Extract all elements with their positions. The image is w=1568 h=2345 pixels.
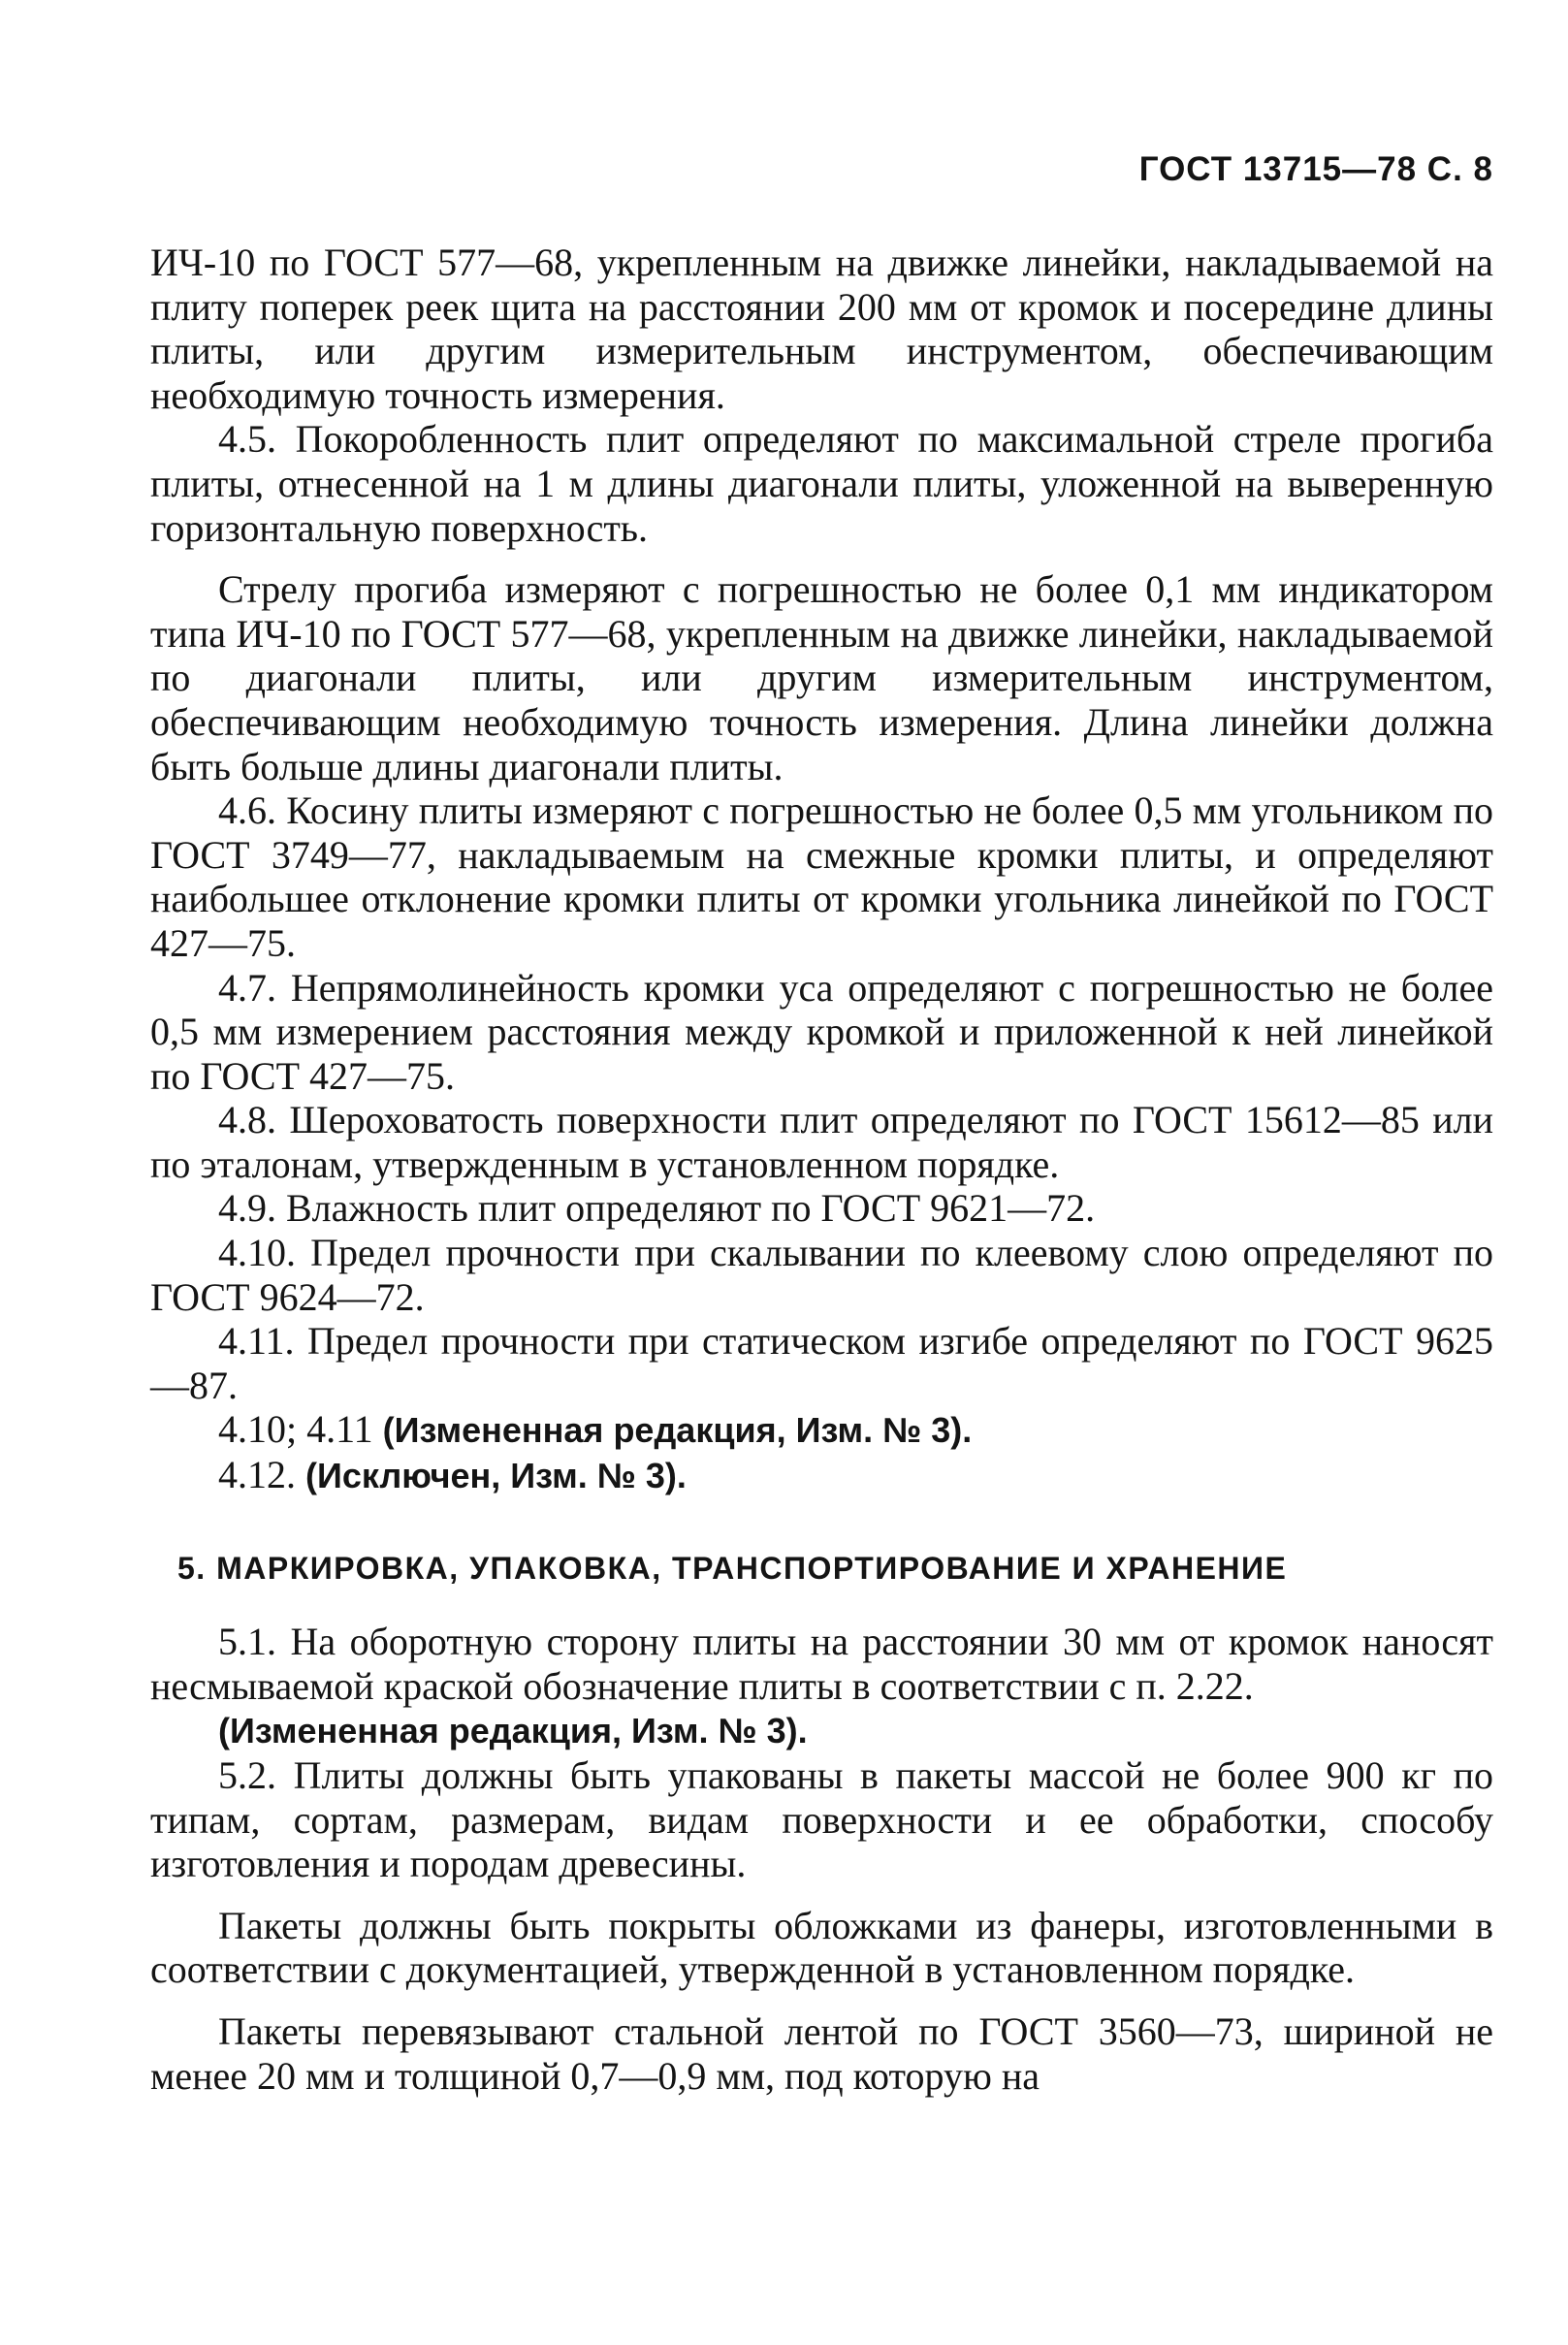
paragraph-5-2-covers: Пакеты должны быть покрыты обложками из фанеры, изготовленными в соответствии с документацией, утвержденной в установленном порядке. — [150, 1903, 1493, 1992]
paragraph-4-10: 4.10. Предел прочности при скалывании по клеевому слою определяют по ГОСТ 9624—72. — [150, 1231, 1493, 1319]
amendment-text: (Измененная редакция, Изм. № 3). — [218, 1711, 808, 1751]
paragraph-4-8: 4.8. Шероховатость поверхности плит определяют по ГОСТ 15612—85 или по эталонам, утвержденным в установленном порядке. — [150, 1098, 1493, 1186]
clause-number: 4.12. — [218, 1453, 296, 1497]
excluded-note: (Исключен, Изм. № 3). — [305, 1456, 687, 1496]
paragraph-4-7: 4.7. Непрямолинейность кромки уса определяют с погрешностью не более 0,5 мм измерением расстояния между кромкой и приложенной к ней линейкой по ГОСТ 427—75. — [150, 965, 1493, 1098]
paragraph-5-1: 5.1. На оборотную сторону плиты на расстоянии 30 мм от кромок наносят несмываемой краской обозначение плиты в соответствии с п. 2.22. — [150, 1620, 1493, 1708]
paragraph-5-2-strapping: Пакеты перевязывают стальной лентой по ГОСТ 3560—73, шириной не менее 20 мм и толщиной 0,7—0,9 мм, под которую на — [150, 2008, 1493, 2098]
amendment-text: (Измененная редакция, Изм. № 3). — [382, 1410, 973, 1451]
paragraph-4-5: 4.5. Покоробленность плит определяют по максимальной стреле прогиба плиты, отнесенной на 1 м длины диагонали плиты, уложенной на выверенную горизонтальную поверхность. — [150, 417, 1493, 550]
paragraph-4-5-measurement: Стрелу прогиба измеряют с погрешностью не более 0,1 мм индикатором типа ИЧ-10 по ГОСТ 577—68, укрепленным на движке линейки, накладываемой по диагонали плиты, или другим измерительным инструментом, обеспечивающим необходимую точность измерения. Длина линейки должна быть больше длины диагонали плиты. — [150, 567, 1493, 788]
paragraph-5-2: 5.2. Плиты должны быть упакованы в пакеты массой не более 900 кг по типам, сортам, размерам, видам поверхности и ее обработки, способу изготовления и породам древесины. — [150, 1753, 1493, 1886]
paragraph-4-9: 4.9. Влажность плит определяют по ГОСТ 9621—72. — [218, 1186, 1096, 1231]
paragraph-4-6: 4.6. Косину плиты измеряют с погрешностью не более 0,5 мм угольником по ГОСТ 3749—77, накладываемым на смежные кромки плиты, и определяют наибольшее отклонение кромки плиты от кромки угольника линейкой по ГОСТ 427—75. — [150, 788, 1493, 965]
paragraph-continuation: ИЧ-10 по ГОСТ 577—68, укрепленным на движке линейки, накладываемой на плиту поперек реек щита на расстоянии 200 мм от кромок и посередине длины плиты, или другим измерительным инструментом, обеспечивающим необходимую точность измерения. — [150, 241, 1493, 417]
page-header: ГОСТ 13715—78 С. 8 — [1138, 150, 1493, 188]
document-body — [150, 241, 1493, 2098]
amendment-note-4-10-4-11 — [150, 1407, 1493, 1453]
paragraph-4-12 — [150, 1453, 1493, 1498]
amendment-ref: 4.10; 4.11 — [218, 1407, 373, 1452]
paragraph-4-11: 4.11. Предел прочности при статическом изгибе определяют по ГОСТ 9625—87. — [150, 1319, 1493, 1407]
amendment-note-5-1 — [150, 1708, 1493, 1753]
section-title-5: 5. МАРКИРОВКА, УПАКОВКА, ТРАНСПОРТИРОВАНИЕ И ХРАНЕНИЕ — [177, 1550, 1288, 1586]
